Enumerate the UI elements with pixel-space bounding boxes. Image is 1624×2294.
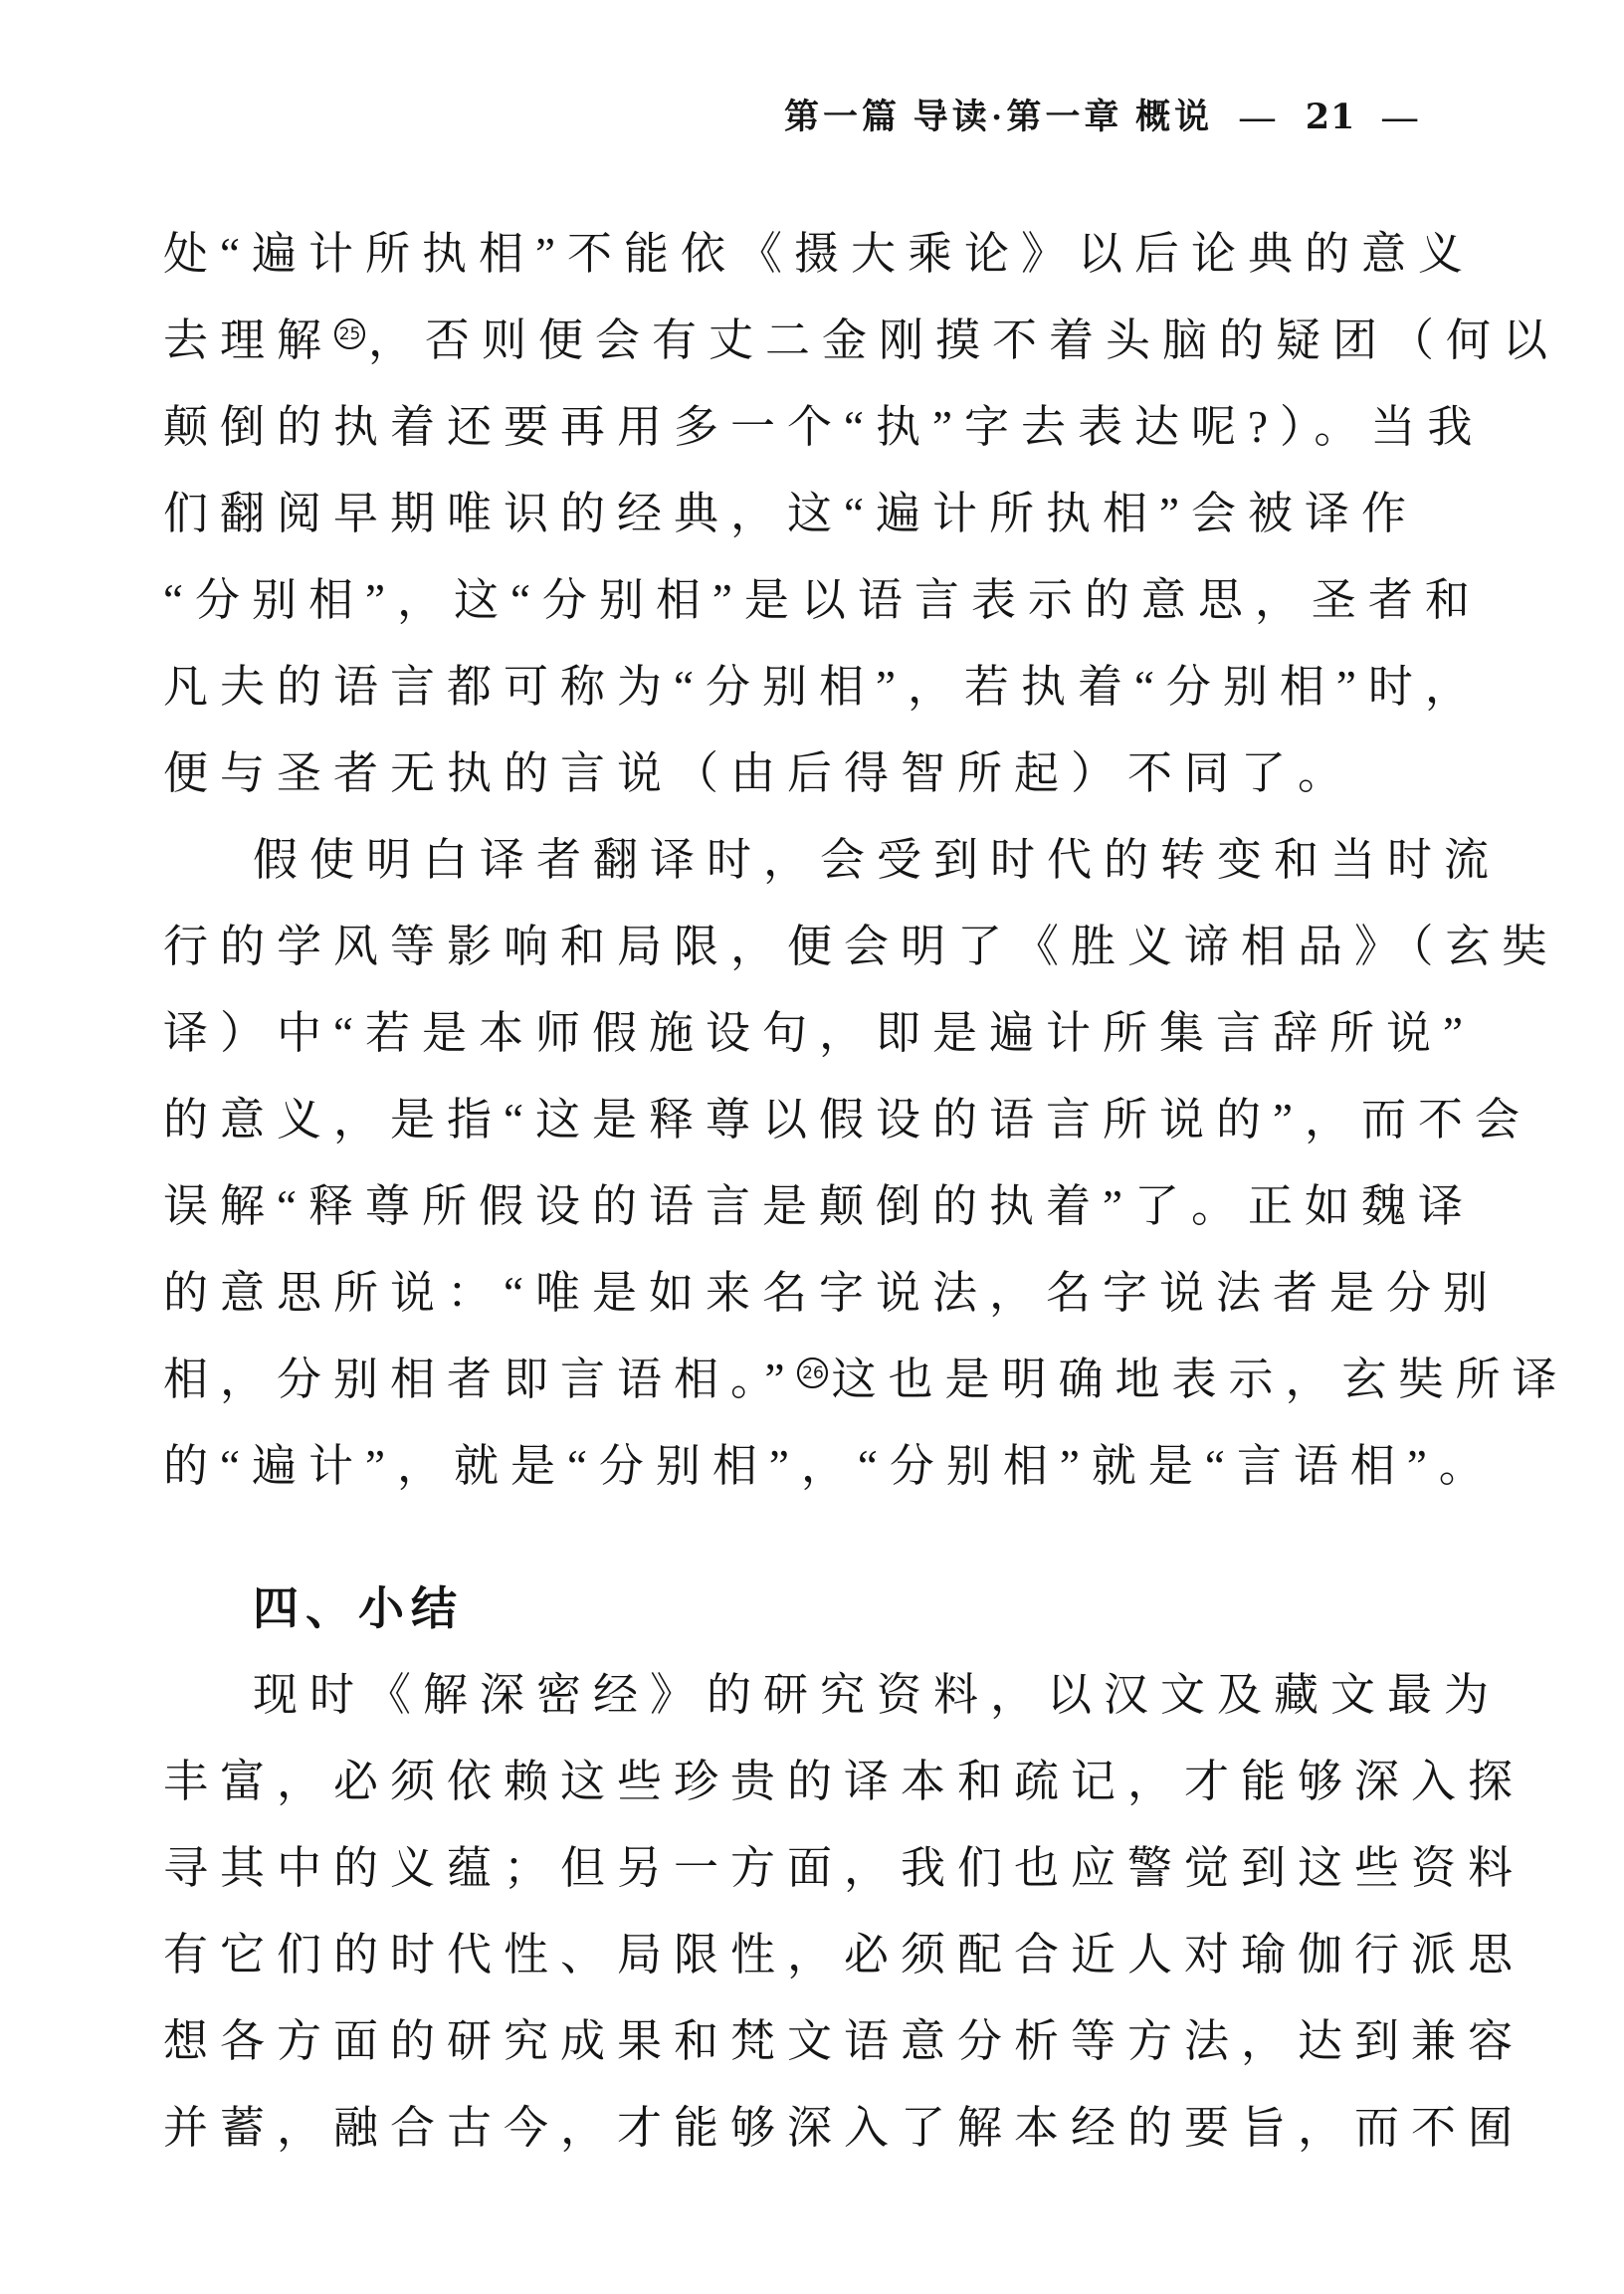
text-line: 们翻阅早期唯识的经典，这“遍计所执相”会被译作 [163, 489, 1418, 538]
running-header-title: 第一篇 导读·第一章 概说 [784, 98, 1214, 136]
text-line: 误解“释尊所假设的语言是颠倒的执着”了。正如魏译 [163, 1181, 1475, 1231]
text-line: 假使明白译者翻译时，会受到时代的转变和当时流 [253, 835, 1502, 885]
page-number: 21 [1305, 97, 1356, 137]
page-number-dash-left: — [1239, 98, 1279, 136]
text-line: 行的学风等影响和局限，便会明了《胜义谛相品》（玄奘 [163, 922, 1559, 971]
text-line: 有它们的时代性、局限性，必须配合近人对瑜伽行派思 [163, 1930, 1525, 1980]
text-line: 处“遍计所执相”不能依《摄大乘论》以后论典的意义 [163, 229, 1475, 279]
text-line: 去理解 25 ，否则便会有丈二金刚摸不着头脑的疑团（何以 [163, 315, 1560, 365]
page-number-dash-right: — [1382, 98, 1422, 136]
text-line: 的意义，是指“这是释尊以假设的语言所说的”，而不会 [163, 1095, 1531, 1145]
text-line: 寻其中的义蕴；但另一方面，我们也应警觉到这些资料 [163, 1843, 1525, 1893]
text-line: 想各方面的研究成果和梵文语意分析等方法，达到兼容 [163, 2016, 1525, 2066]
text-line: 相，分别相者即言语相。” 26 这也是明确地表示，玄奘所译 [163, 1355, 1569, 1404]
text-line: 并蓄，融合古今，才能够深入了解本经的要旨，而不囿 [163, 2103, 1525, 2153]
section-heading: 四、小结 [253, 1583, 464, 1634]
text-line: 便与圣者无执的言说（由后得智所起）不同了。 [163, 748, 1355, 798]
text-body [163, 211, 1569, 2172]
text-line: 现时《解深密经》的研究资料，以汉文及藏文最为 [253, 1670, 1502, 1720]
text-line: 的“遍计”，就是“分别相”，“分别相”就是“言语相”。 [163, 1441, 1496, 1491]
paragraph-spacer [163, 1510, 1546, 1565]
text-line: “分别相”，这“分别相”是以语言表示的意思，圣者和 [163, 575, 1482, 625]
footnote-marker: 26 [797, 1357, 828, 1388]
footnote-marker: 25 [334, 318, 365, 349]
text-line: 颠倒的执着还要再用多一个“执”字去表达呢?）。当我 [163, 402, 1485, 452]
text-line: 译）中“若是本师假施设句，即是遍计所集言辞所说” [163, 1008, 1475, 1058]
text-line: 的意思所说：“唯是如来名字说法，名字说法者是分别 [163, 1268, 1500, 1318]
text-line: 丰富，必须依赖这些珍贵的译本和疏记，才能够深入探 [163, 1757, 1525, 1806]
running-header [784, 90, 1435, 139]
text-line: 凡夫的语言都可称为“分别相”，若执着“分别相”时， [163, 662, 1482, 712]
